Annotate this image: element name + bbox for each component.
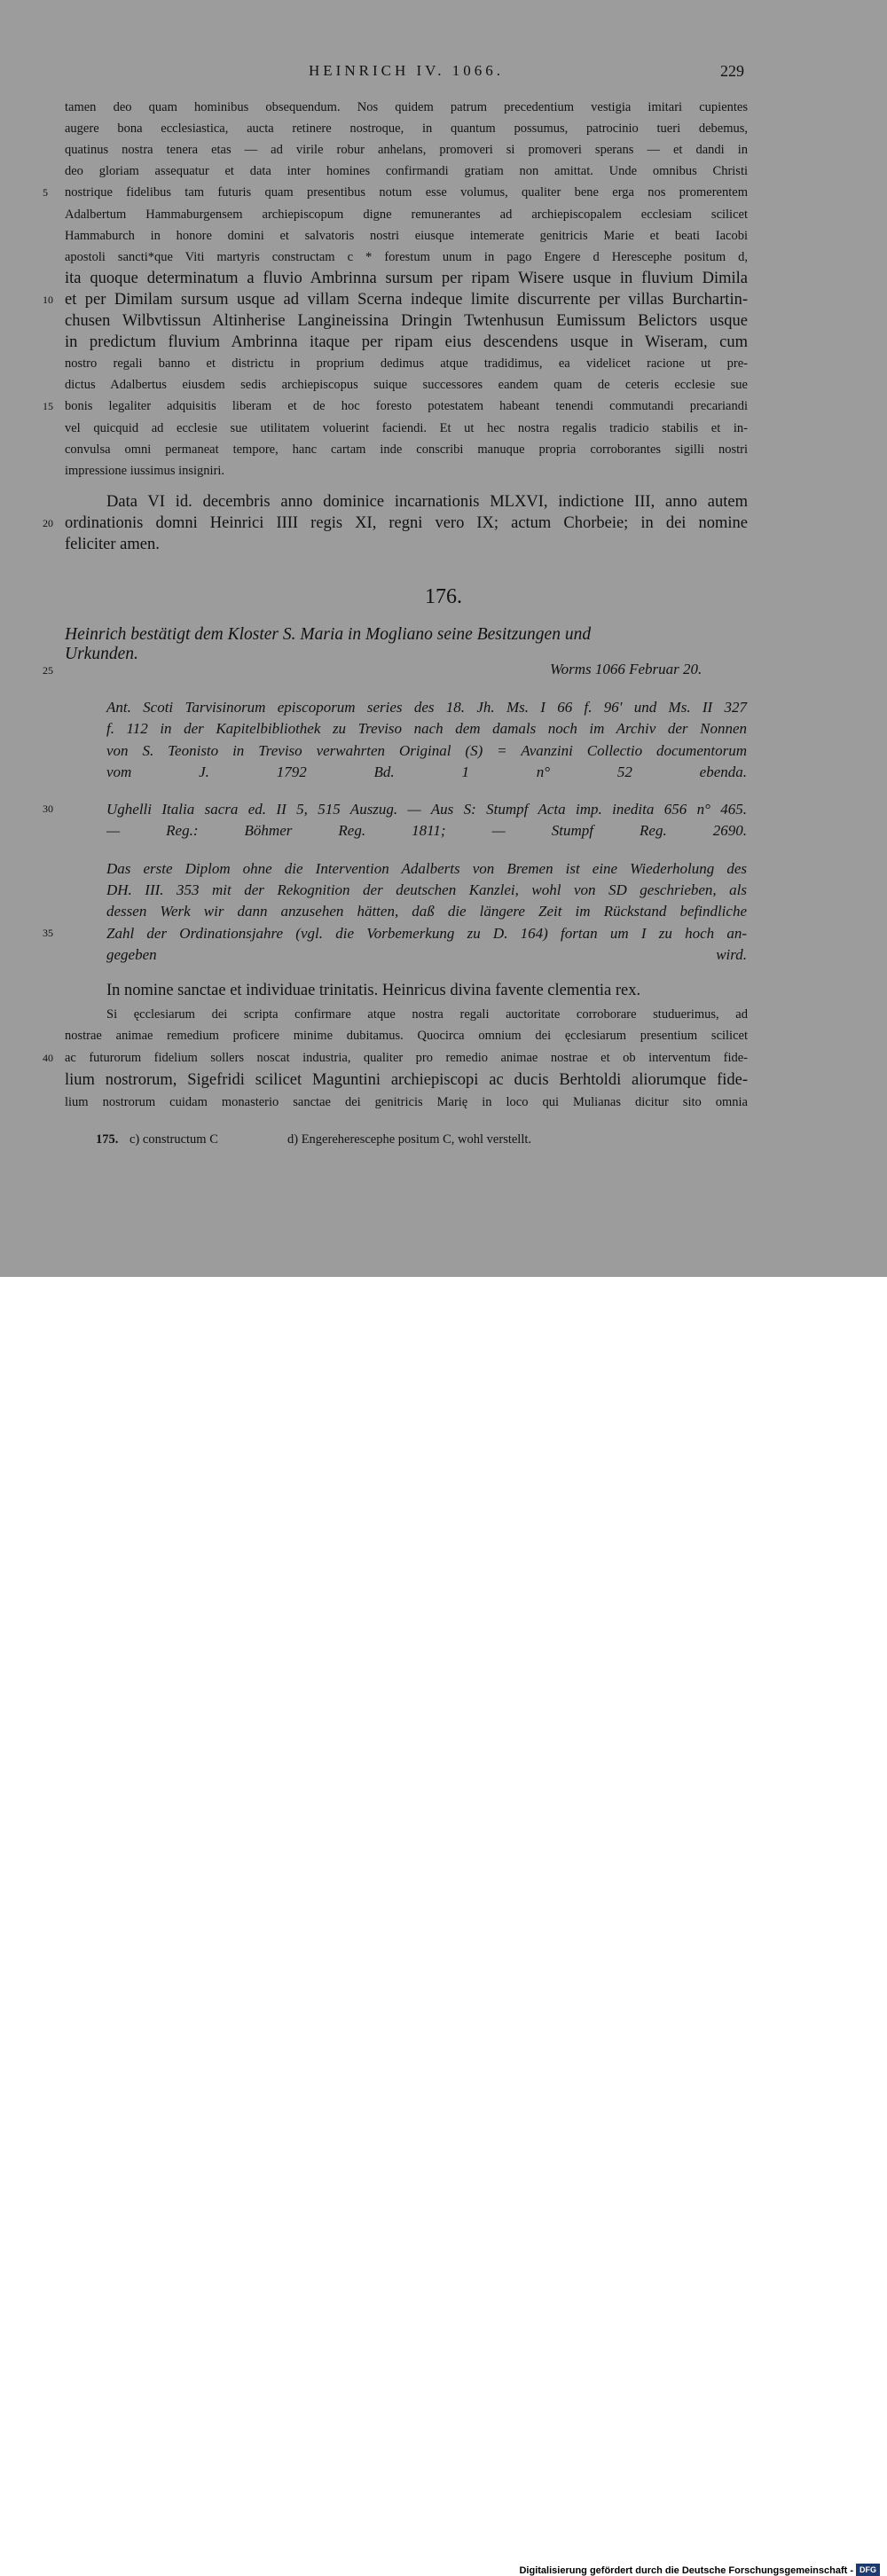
text-line: in predictum fluvium Ambrinna itaque per ripam eius descendens usque in Wiseram, cum	[65, 333, 748, 352]
text-line: chusen Wilbvtissun Altinherise Langineissina Dringin Twtenhusun Eumissum Belictors usque	[65, 312, 748, 330]
text-line: convulsa omni permaneat tempore, hanc cartam inde conscribi manuque propria corroborantes sigilli nostri	[65, 442, 748, 457]
document-number: 176.	[425, 585, 462, 608]
note-line: gegeben wird.	[106, 946, 747, 963]
line-number: 25	[43, 664, 53, 677]
text-line: vel quicquid ad ecclesie sue utilitatem voluerint faciendi. Et ut hec nostra regalis tradicio stabilis et in-	[65, 420, 748, 435]
text-line: nostro regali banno et districtu in proprium dedimus atque tradidimus, ea videlicet racione ut pre-	[65, 356, 748, 372]
text-line: feliciter amen.	[65, 536, 160, 553]
line-number: 20	[43, 517, 53, 529]
text-line: dictus Adalbertus eiusdem sedis archiepiscopus suique successores eandem quam de ceteris ecclesie sue	[65, 378, 748, 393]
footnote-ref: 175.	[96, 1132, 119, 1147]
dfg-logo: DFG	[856, 2564, 880, 2576]
line-number: 10	[43, 293, 53, 306]
note-line: DH. III. 353 mit der Rekognition der deutschen Kanzlei, wohl von SD geschrieben, als	[106, 881, 747, 898]
text-line: ac futurorum fidelium sollers noscat industria, qualiter pro remedio animae nostrae et ob interventum fide-	[65, 1051, 748, 1065]
note-line: vom J. 1792 Bd. 1 n° 52 ebenda.	[106, 763, 747, 780]
text-line: deo gloriam assequatur et data inter homines confirmandi gratiam non amittat. Unde omnibus Christi	[65, 164, 748, 179]
text-line: quatinus nostra tenera etas — ad virile robur anhelans, promoveri si promoveri sperans — et dandi in	[65, 143, 748, 158]
text-line: apostoli sancti*que Viti martyris constructam c * forestum unum in pago Engere d Herescephe positum d,	[65, 249, 748, 264]
note-line: Ughelli Italia sacra ed. II 5, 515 Auszug. — Aus S: Stumpf Acta imp. inedita 656 n° 465.	[106, 801, 747, 818]
line-number: 15	[43, 400, 53, 413]
text-line: et per Dimilam sursum usque ad villam Scerna indeque limite discurrente per villas Burchartin-	[65, 290, 748, 309]
text-line: Si ęcclesiarum dei scripta confirmare atque nostra regali auctoritate corroborare studuerimus, ad	[106, 1007, 748, 1022]
footnote-c: c) constructum C	[130, 1132, 218, 1147]
text-line: nostrique fidelibus tam futuris quam presentibus notum esse volumus, qualiter bene erga nos promerentem	[65, 185, 748, 200]
text-line: Adalbertum Hammaburgensem archiepiscopum digne remunerantes ad archiepiscopalem ecclesiam scilicet	[65, 207, 748, 222]
text-line: ordinationis domni Heinrici IIII regis XI, regni vero IX; actum Chorbeie; in dei nomine	[65, 514, 748, 532]
note-line: von S. Teonisto in Treviso verwahrten Original (S) = Avanzini Collectio documentorum	[106, 742, 747, 759]
regest-title-line-2: Urkunden.	[65, 645, 138, 663]
text-line: bonis legaliter adquisitis liberam et de hoc foresto potestatem habeant tenendi commutandi precariandi	[65, 399, 748, 414]
line-number: 30	[43, 803, 53, 815]
text-line: augere bona ecclesiastica, aucta retinere nostroque, in quantum possumus, patrocinio tueri debemus,	[65, 121, 748, 137]
line-number: 40	[43, 1052, 53, 1064]
footer-bar	[0, 1277, 887, 2576]
text-line: nostrae animae remedium proficere minime dubitamus. Quocirca omnium dei ęcclesiarum presentium scilicet	[65, 1029, 748, 1043]
text-line: Data VI id. decembris anno dominice incarnationis MLXVI, indictione III, anno autem	[106, 493, 748, 511]
text-line: lium nostrorum cuidam monasterio sanctae dei genitricis Marię in loco qui Mulianas dicitur sito omnia	[65, 1095, 748, 1109]
scanned-page	[0, 0, 887, 1277]
text-line: Hammaburch in honore domini et salvatoris nostri eiusque intemerate genitricis Marie et beati Iacobi	[65, 228, 748, 243]
page-number: 229	[720, 62, 744, 80]
text-line: tamen deo quam hominibus obsequendum. Nos quidem patrum precedentium vestigia imitari cupientes	[65, 100, 748, 114]
digitization-credit: Digitalisierung gefördert durch die Deutsche Forschungsgemeinschaft -	[519, 2565, 853, 2576]
line-number: 35	[43, 927, 53, 939]
line-number: 5	[43, 186, 48, 200]
footnote-d: d) Engereherescephe positum C, wohl verstellt.	[287, 1132, 532, 1147]
note-line: Das erste Diplom ohne die Intervention Adalberts von Bremen ist eine Wiederholung des	[106, 860, 747, 877]
text-line: lium nostrorum, Sigefridi scilicet Maguntini archiepiscopi ac ducis Berhtoldi aliorumque fide-	[65, 1071, 748, 1089]
note-line: dessen Werk wir dann anzusehen hätten, daß die längere Zeit im Rückstand befindliche	[106, 903, 747, 920]
note-line: f. 112 in der Kapitelbibliothek zu Treviso nach dem damals noch im Archiv der Nonnen	[106, 720, 747, 737]
regest-title-line-1: Heinrich bestätigt dem Kloster S. Maria in Mogliano seine Besitzungen und	[65, 625, 592, 644]
text-line: impressione iussimus insigniri.	[65, 463, 225, 478]
place-date: Worms 1066 Februar 20.	[550, 661, 703, 677]
note-line: — Reg.: Böhmer Reg. 1811; — Stumpf Reg. 2690.	[106, 822, 747, 839]
text-line: ita quoque determinatum a fluvio Ambrinna sursum per ripam Wisere usque in fluvium Dimila	[65, 269, 748, 287]
note-line: Ant. Scoti Tarvisinorum episcoporum series des 18. Jh. Ms. I 66 f. 96' und Ms. II 327	[106, 699, 747, 716]
running-head: HEINRICH IV. 1066.	[309, 62, 504, 79]
note-line: Zahl der Ordinationsjahre (vgl. die Vorbemerkung zu D. 164) fortan um I zu hoch an-	[106, 925, 747, 942]
text-line: In nomine sanctae et individuae trinitatis. Heinricus divina favente clementia rex.	[106, 982, 641, 999]
